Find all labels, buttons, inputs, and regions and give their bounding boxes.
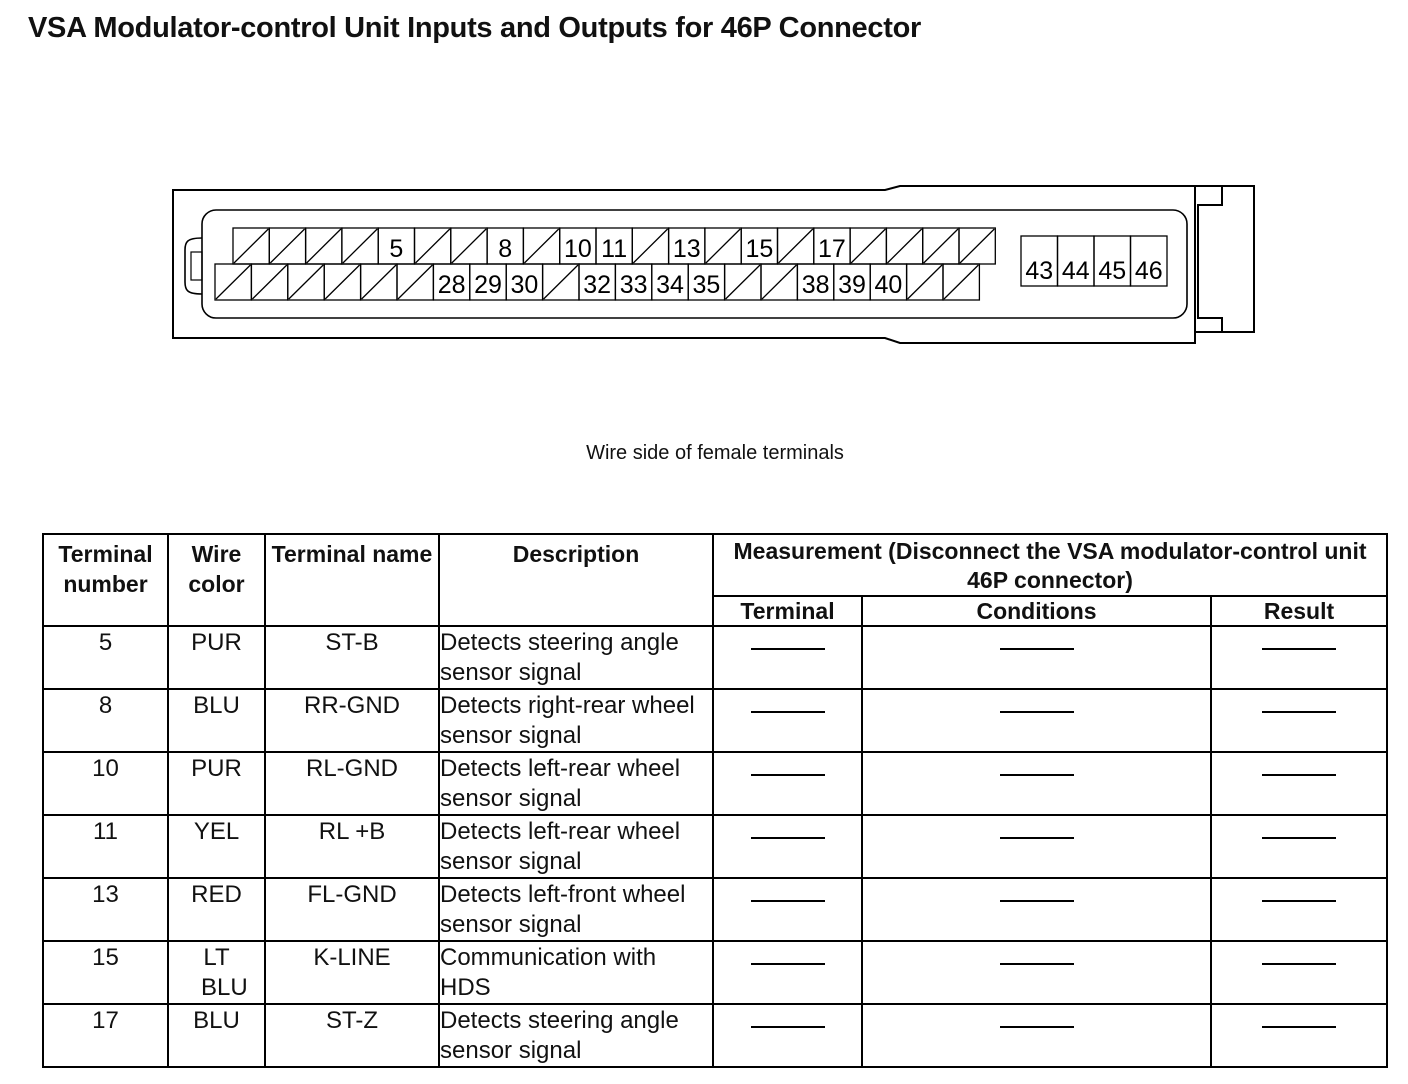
unused-terminal-slash	[544, 265, 578, 299]
terminal-cell	[1094, 236, 1131, 286]
cell-wire-color: BLU	[168, 689, 265, 752]
terminal-row-1	[233, 228, 995, 264]
terminal-cell	[523, 228, 559, 264]
cell-description: Communication with HDS	[439, 941, 713, 1004]
terminal-cell	[487, 228, 523, 264]
unused-terminal-slash	[270, 229, 304, 263]
terminal-cell	[778, 228, 814, 264]
terminal-cell	[324, 264, 360, 300]
cell-terminal-name: RL-GND	[265, 752, 439, 815]
cell-conditions	[862, 626, 1211, 689]
dash-mark	[1262, 900, 1336, 902]
cell-conditions	[862, 815, 1211, 878]
unused-terminal-slash	[633, 229, 667, 263]
header-terminal-name: Terminal name	[265, 534, 439, 626]
cell-terminal-number: 8	[43, 689, 168, 752]
unused-terminal-slash	[216, 265, 250, 299]
unused-terminal-slash	[779, 229, 813, 263]
terminal-number-label: 17	[818, 235, 846, 263]
terminal-cell	[215, 264, 251, 300]
dash-mark	[1000, 837, 1074, 839]
header-conditions: Conditions	[862, 596, 1211, 626]
cell-measurement-terminal	[713, 1004, 862, 1067]
dash-mark	[751, 837, 825, 839]
terminal-cell	[361, 264, 397, 300]
terminal-cell	[705, 228, 741, 264]
cell-terminal-name: ST-B	[265, 626, 439, 689]
terminal-number-label: 28	[437, 271, 466, 299]
cell-wire-color: YEL	[168, 815, 265, 878]
dash-mark	[1262, 711, 1336, 713]
terminal-cell	[652, 264, 688, 300]
cell-result	[1211, 689, 1387, 752]
terminal-number-label: 34	[656, 271, 684, 299]
terminal-cell	[943, 264, 979, 300]
terminal-cell	[850, 228, 886, 264]
terminal-cell	[814, 228, 850, 264]
terminal-number-label: 40	[874, 271, 903, 299]
terminal-cell	[1131, 236, 1168, 286]
cell-terminal-number: 13	[43, 878, 168, 941]
table-row	[43, 1004, 1387, 1067]
cell-measurement-terminal	[713, 752, 862, 815]
dash-mark	[1000, 900, 1074, 902]
cell-result	[1211, 941, 1387, 1004]
terminal-number-label: 15	[745, 235, 774, 263]
cell-terminal-number: 11	[43, 815, 168, 878]
cell-terminal-number: 17	[43, 1004, 168, 1067]
unused-terminal-slash	[362, 265, 396, 299]
cell-conditions	[862, 878, 1211, 941]
dash-mark	[1000, 1026, 1074, 1028]
table-row	[43, 752, 1387, 815]
cell-description: Detects left-rear wheel sensor signal	[439, 815, 713, 878]
dash-mark	[751, 648, 825, 650]
unused-terminal-slash	[706, 229, 740, 263]
unused-terminal-slash	[452, 229, 486, 263]
cell-terminal-number: 5	[43, 626, 168, 689]
unused-terminal-slash	[762, 265, 796, 299]
terminal-cell	[870, 264, 906, 300]
header-measurement: Measurement (Disconnect the VSA modulator-control unit 46P connector)	[713, 534, 1387, 596]
dash-mark	[751, 900, 825, 902]
unused-terminal-slash	[908, 265, 942, 299]
dash-mark	[1000, 774, 1074, 776]
dash-mark	[1262, 648, 1336, 650]
terminal-cell	[251, 264, 287, 300]
terminal-cell	[415, 228, 451, 264]
terminal-cell	[1021, 236, 1058, 286]
unused-terminal-slash	[252, 265, 286, 299]
terminal-block-43-46	[1021, 236, 1167, 286]
header-measurement-terminal: Terminal	[713, 596, 862, 626]
terminal-cell	[451, 228, 487, 264]
terminal-cell	[688, 264, 724, 300]
terminal-cell	[615, 264, 651, 300]
terminal-cell	[959, 228, 995, 264]
header-description: Description	[439, 534, 713, 626]
terminal-cell	[506, 264, 542, 300]
dash-mark	[751, 1026, 825, 1028]
table-row	[43, 941, 1387, 1004]
cell-description: Detects steering angle sensor signal	[439, 1004, 713, 1067]
connector-right-latch	[1222, 186, 1254, 332]
terminal-cell	[433, 264, 469, 300]
header-wire-color: Wire color	[168, 534, 265, 626]
cell-measurement-terminal	[713, 878, 862, 941]
cell-result	[1211, 626, 1387, 689]
dash-mark	[1262, 963, 1336, 965]
unused-terminal-slash	[307, 229, 341, 263]
connector-diagram	[165, 180, 1260, 345]
dash-mark	[751, 774, 825, 776]
cell-measurement-terminal	[713, 626, 862, 689]
terminal-table	[42, 533, 1388, 1068]
cell-conditions	[862, 941, 1211, 1004]
terminal-number-label: 44	[1061, 257, 1090, 285]
cell-terminal-name: K-LINE	[265, 941, 439, 1004]
terminal-cell	[560, 228, 596, 264]
terminal-cell	[288, 264, 324, 300]
cell-description: Detects left-rear wheel sensor signal	[439, 752, 713, 815]
table-row	[43, 815, 1387, 878]
dash-mark	[1000, 711, 1074, 713]
dash-mark	[751, 963, 825, 965]
diagram-caption: Wire side of female terminals	[586, 442, 844, 464]
terminal-cell	[761, 264, 797, 300]
terminal-cell	[834, 264, 870, 300]
cell-terminal-name: RL +B	[265, 815, 439, 878]
cell-terminal-name: RR-GND	[265, 689, 439, 752]
dash-mark	[1262, 837, 1336, 839]
terminal-number-label: 8	[498, 235, 513, 263]
cell-terminal-name: ST-Z	[265, 1004, 439, 1067]
cell-description: Detects steering angle sensor signal	[439, 626, 713, 689]
terminal-cell	[306, 228, 342, 264]
cell-terminal-name: FL-GND	[265, 878, 439, 941]
dash-mark	[1000, 963, 1074, 965]
unused-terminal-slash	[325, 265, 359, 299]
terminal-number-label: 5	[389, 235, 404, 263]
terminal-cell	[233, 228, 269, 264]
page-title: VSA Modulator-control Unit Inputs and Outputs for 46P Connector	[28, 12, 921, 44]
terminal-number-label: 33	[619, 271, 648, 299]
unused-terminal-slash	[851, 229, 885, 263]
terminal-cell	[886, 228, 922, 264]
header-result: Result	[1211, 596, 1387, 626]
terminal-number-label: 11	[601, 235, 628, 263]
cell-description: Detects left-front wheel sensor signal	[439, 878, 713, 941]
connector-lock-tab	[1195, 186, 1222, 332]
table-row	[43, 689, 1387, 752]
dash-mark	[751, 711, 825, 713]
terminal-cell	[923, 228, 959, 264]
unused-terminal-slash	[944, 265, 978, 299]
terminal-cell	[741, 228, 777, 264]
unused-terminal-slash	[234, 229, 268, 263]
unused-terminal-slash	[887, 229, 921, 263]
terminal-cell	[397, 264, 433, 300]
terminal-cell	[596, 228, 632, 264]
terminal-cell	[907, 264, 943, 300]
unused-terminal-slash	[398, 265, 432, 299]
terminal-number-label: 35	[692, 271, 721, 299]
terminal-row-2	[215, 264, 979, 300]
terminal-cell	[669, 228, 705, 264]
dash-mark	[1000, 648, 1074, 650]
terminal-cell	[269, 228, 305, 264]
unused-terminal-slash	[343, 229, 377, 263]
unused-terminal-slash	[726, 265, 760, 299]
terminal-number-label: 38	[801, 271, 830, 299]
terminal-cell	[543, 264, 579, 300]
cell-result	[1211, 1004, 1387, 1067]
terminal-cell	[470, 264, 506, 300]
terminal-number-label: 32	[583, 271, 612, 299]
connector-left-key	[185, 238, 202, 294]
terminal-cell	[579, 264, 615, 300]
dash-mark	[1262, 1026, 1336, 1028]
unused-terminal-slash	[960, 229, 994, 263]
cell-wire-color: RED	[168, 878, 265, 941]
cell-conditions	[862, 1004, 1211, 1067]
cell-conditions	[862, 689, 1211, 752]
cell-terminal-number: 10	[43, 752, 168, 815]
terminal-cell	[632, 228, 668, 264]
cell-measurement-terminal	[713, 689, 862, 752]
header-terminal-number: Terminal number	[43, 534, 168, 626]
cell-conditions	[862, 752, 1211, 815]
terminal-cell	[725, 264, 761, 300]
cell-wire-color: PUR	[168, 752, 265, 815]
cell-measurement-terminal	[713, 815, 862, 878]
cell-result	[1211, 752, 1387, 815]
terminal-number-label: 46	[1134, 257, 1163, 285]
terminal-number-label: 43	[1025, 257, 1054, 285]
table-row	[43, 878, 1387, 941]
cell-wire-color: LT BLU	[168, 941, 265, 1004]
dash-mark	[1262, 774, 1336, 776]
table-row	[43, 626, 1387, 689]
terminal-number-label: 45	[1098, 257, 1127, 285]
unused-terminal-slash	[924, 229, 958, 263]
cell-result	[1211, 815, 1387, 878]
cell-result	[1211, 878, 1387, 941]
cell-wire-color: PUR	[168, 626, 265, 689]
cell-wire-color: BLU	[168, 1004, 265, 1067]
terminal-number-label: 29	[474, 271, 502, 299]
terminal-cell	[1058, 236, 1095, 286]
terminal-cell	[797, 264, 833, 300]
terminal-cell	[342, 228, 378, 264]
unused-terminal-slash	[416, 229, 450, 263]
terminal-number-label: 13	[672, 235, 701, 263]
cell-description: Detects right-rear wheel sensor signal	[439, 689, 713, 752]
unused-terminal-slash	[289, 265, 323, 299]
cell-measurement-terminal	[713, 941, 862, 1004]
terminal-number-label: 10	[563, 235, 592, 263]
terminal-number-label: 39	[838, 271, 866, 299]
terminal-number-label: 30	[510, 271, 539, 299]
terminal-cell	[378, 228, 414, 264]
cell-terminal-number: 15	[43, 941, 168, 1004]
unused-terminal-slash	[524, 229, 558, 263]
